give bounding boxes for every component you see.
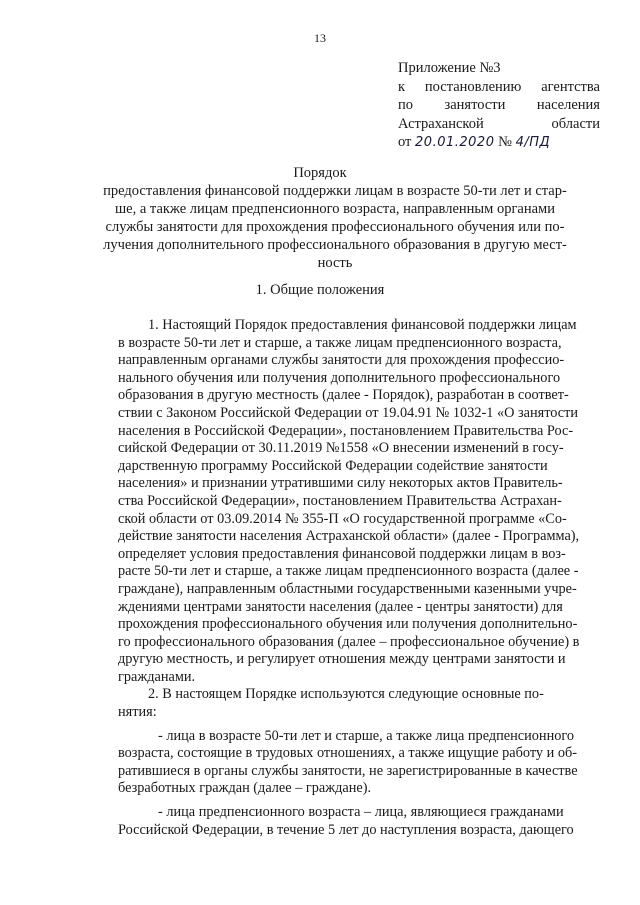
appendix-title: Приложение №3	[398, 60, 501, 76]
appendix-line-4: Астраханской области	[398, 115, 600, 132]
appendix-line-2: к постановлению агентства	[398, 78, 600, 95]
paragraph-1: 1. Настоящий Порядок предоставления финансовой поддержки лицам в возрасте 50-ти лет и старше, а также лицам предпенсионного возраста, направленным органами службы занятости для прохождения профессио- нального обучения или получения дополнительного профессионального образования в другую местность (далее - Порядок), разработан в соответ- ствии с Законом Российской Федерации от 19.04.91 № 1032-1 «О занятости населения в Российской Федерации», постановлением Правительства Рос- сийской Федерации от 30.11.2019 №1558 «О внесении изменений в госу- дарственную программу Российской Федерации содействие занятости населения» и признании утратившими силу некоторых актов Правитель- ства Российской Федерации», постановлением Правительства Астрахан- ской области от 03.09.2014 № 355-П «О государственной программе «Со- действие занятости населения Астраханской области» (далее - Программа), определяет условия предоставления финансовой поддержки лицам в воз- расте 50-ти лет и старше, а также лицам предпенсионного возраста (далее - граждане), направленным областными государственными казенными учре- ждениями центрами занятости населения (далее - центры занятости) для прохождения профессионального обучения или получения дополнительно- го профессионального образования (далее – профессиональное обучение) в другую местность, и регулирует отношения между центрами занятости и гражданами. 2. В настоящем Порядке используются следующие основные по- нятия: - лица в возрасте 50-ти лет и старше, а также лица предпенсионного возраста, состоящие в трудовых отношениях, а также ищущие работу и об- ратившиеся в органы службы занятости, не зарегистрированные в качестве безработных граждан (далее – граждане). - лица предпенсионного возраста – лица, являющиеся гражданами Российской Федерации, в течение 5 лет до наступления возраста, дающего	[118, 317, 602, 839]
paragraph-3: - лица в возрасте 50-ти лет и старше, а также лица предпенсионного	[158, 727, 575, 744]
appendix-block	[398, 59, 600, 153]
section-heading: 1. Общие положения	[255, 282, 385, 298]
document-title: Порядок	[293, 165, 347, 181]
appendix-date-line: от 20.01.2020 № 4/ПД	[398, 134, 551, 150]
appendix-line-3: по занятости населения	[398, 97, 600, 113]
handwritten-number: 4/ПД	[515, 135, 551, 150]
paragraph-2: 2. В настоящем Порядке используются следующие основные по-	[148, 686, 544, 703]
paragraph-4: - лица предпенсионного возраста – лица, являющиеся гражданами	[158, 804, 564, 821]
document-subtitle: предоставления финансовой поддержки лицам в возрасте 50-ти лет и стар- ше, а также лицам предпенсионного возраста, направленным органами службы занятости для прохождения профессионального обучения или по- лучения дополнительного профессионального образования в другую мест- ность	[103, 183, 567, 271]
page-number: 13	[314, 31, 326, 45]
handwritten-date: 20.01.2020	[415, 135, 495, 150]
